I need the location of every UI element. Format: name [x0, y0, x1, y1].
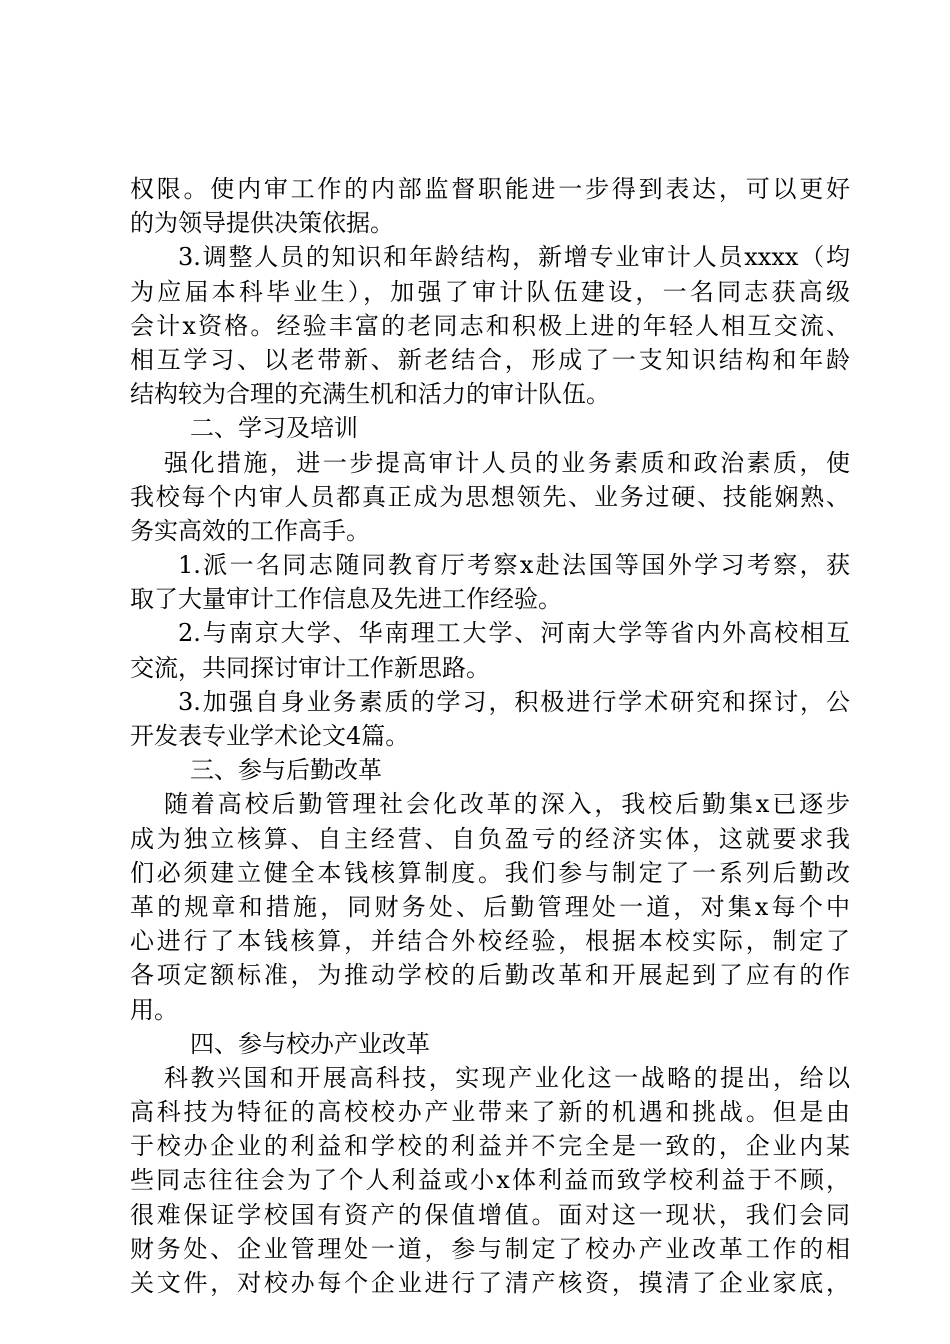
text-line: 于校办企业的利益和学校的利益并不完全是一致的，企业内某: [130, 1132, 850, 1161]
text-line: 随着高校后勤管理社会化改革的深入，我校后勤集x已逐步: [164, 790, 850, 819]
text-line: 三、参与后勤改革: [190, 756, 382, 785]
text-line: 用。: [130, 995, 178, 1024]
text-line: 很难保证学校国有资产的保值增值。面对这一现状，我们会同: [130, 1200, 850, 1229]
text-line: 会计x资格。经验丰富的老同志和积极上进的年轻人相互交流、: [130, 311, 850, 340]
text-line: 科教兴国和开展高科技，实现产业化这一战略的提出，给以: [164, 1063, 850, 1092]
text-line: 成为独立核算、自主经营、自负盈亏的经济实体，这就要求我: [130, 824, 850, 853]
text-line: 结构较为合理的充满生机和活力的审计队伍。: [130, 380, 610, 409]
text-line: 高科技为特征的高校校办产业带来了新的机遇和挑战。但是由: [130, 1098, 850, 1127]
text-line: 务实高效的工作高手。: [130, 516, 370, 545]
text-line: 强化措施，进一步提高审计人员的业务素质和政治素质，使: [164, 448, 850, 477]
text-line: 革的规章和措施，同财务处、后勤管理处一道，对集x每个中: [130, 892, 850, 921]
text-line: 为应届本科毕业生），加强了审计队伍建设，一名同志获高级: [130, 277, 850, 306]
text-line: 权限。使内审工作的内部监督职能进一步得到表达，可以更好: [130, 175, 850, 203]
text-line: 我校每个内审人员都真正成为思想领先、业务过硬、技能娴熟、: [130, 482, 850, 511]
text-line: 关文件，对校办每个企业进行了清产核资，摸清了企业家底，: [130, 1269, 850, 1297]
text-line: 二、学习及培训: [190, 414, 358, 443]
text-line: 3.加强自身业务素质的学习，积极进行学术研究和探讨，公: [178, 687, 850, 716]
text-line: 四、参与校办产业改革: [190, 1029, 430, 1058]
text-line: 取了大量审计工作信息及先进工作经验。: [130, 585, 562, 614]
document-body: [130, 172, 850, 1300]
text-line: 各项定额标准，为推动学校的后勤改革和开展起到了应有的作: [130, 961, 850, 990]
text-line: 相互学习、以老带新、新老结合，形成了一支知识结构和年龄: [130, 345, 850, 374]
text-line: 心进行了本钱核算，并结合外校经验，根据本校实际，制定了: [130, 927, 850, 956]
text-line: 财务处、企业管理处一道，参与制定了校办产业改革工作的相: [130, 1234, 850, 1263]
text-line: 3.调整人员的知识和年龄结构，新增专业审计人员xxxx（均: [178, 243, 850, 272]
text-line: 交流，共同探讨审计工作新思路。: [130, 653, 490, 682]
text-line: 的为领导提供决策依据。: [130, 209, 394, 238]
text-line: 2.与南京大学、华南理工大学、河南大学等省内外高校相互: [178, 619, 850, 648]
text-line: 些同志往往会为了个人利益或小x体利益而致学校利益于不顾，: [130, 1166, 850, 1195]
text-line: 们必须建立健全本钱核算制度。我们参与制定了一系列后勤改: [130, 858, 850, 887]
text-line: 1.派一名同志随同教育厅考察x赴法国等国外学习考察，获: [178, 551, 850, 580]
text-line: 开发表专业学术论文4篇。: [130, 722, 410, 750]
